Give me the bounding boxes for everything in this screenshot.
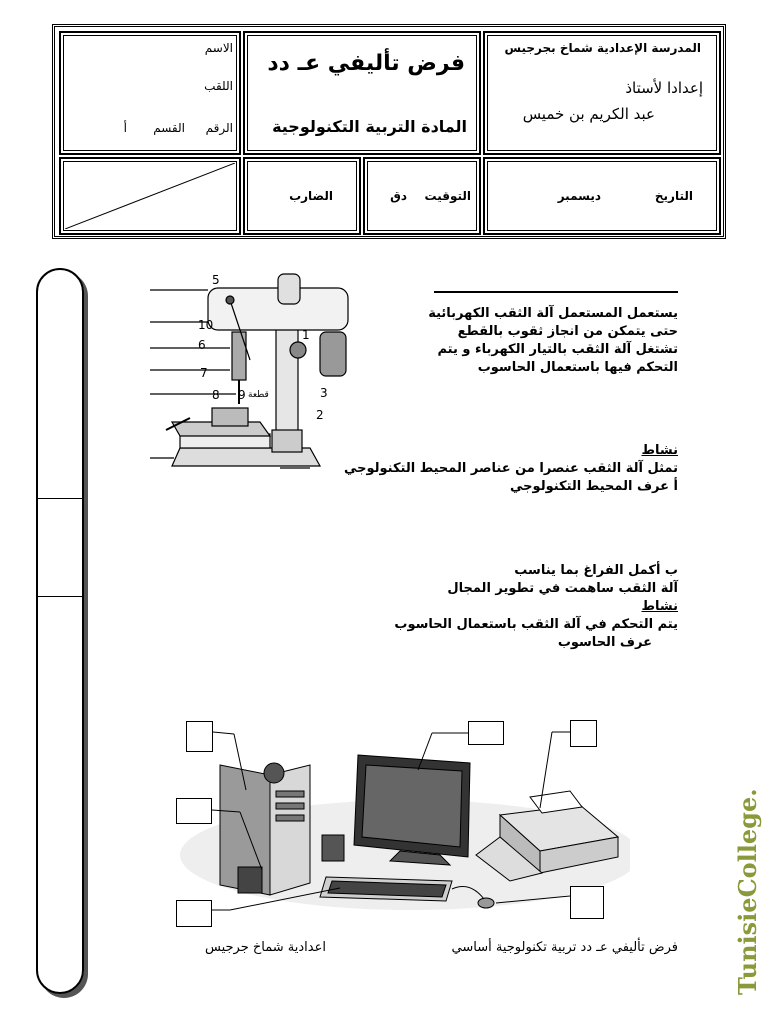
activity2-line-4: عرف الحاسوب (557, 635, 652, 650)
activity1-line-2: أ عرف المحيط التكنولوجي (510, 479, 678, 494)
date-value: ديسمبر (557, 189, 601, 203)
coef-label: الضارب (289, 189, 333, 203)
activity2-line-1: ب أكمل الفراغ بما يناسب (514, 563, 678, 578)
intro-line-3: تشتغل آلة الثقب بالتيار الكهرباء و يتم (437, 342, 678, 357)
drill-num-3: 3 (320, 386, 328, 400)
activity2-line-3: يتم التحكم في آلة الثقب باستعمال الحاسوب (394, 617, 678, 632)
drill-num-9: 9 (238, 388, 246, 402)
drill-num-2: 2 (316, 408, 324, 422)
drill-num-8: 8 (212, 388, 220, 402)
timing-label: التوقيت (424, 189, 471, 203)
activity2-line-2: آلة الثقب ساهمت في تطوير المجال (447, 581, 678, 596)
drill-piece-label: قطعة (248, 390, 269, 400)
drill-num-1: 1 (302, 328, 310, 342)
watermark-text: TunisieCollege.net (733, 790, 762, 995)
activity1-line-1: تمثل آلة الثقب عنصرا من عناصر المحيط التكنولوجي (343, 461, 678, 476)
intro-line-2: حتى يتمكن من انجاز ثقوب بالقطع (457, 324, 678, 339)
exam-subject: المادة التربية التكنولوجية (272, 117, 467, 136)
footer-exam-info: فرض تأليفي عـ دد تربية تكنولوجية أساسي (451, 940, 678, 955)
number-label: الرقم (205, 121, 233, 135)
teacher-name: عبد الكريم بن خميس (522, 105, 655, 123)
class-label: القسم (153, 121, 185, 135)
name-label: الاسم (204, 41, 233, 55)
exam-title: فرض تأليفي عـ دد (267, 51, 465, 76)
watermark-logo (726, 790, 766, 1000)
footer-school: اعدادية شماخ جرجيس (205, 940, 326, 955)
surname-label: اللقب (204, 79, 233, 93)
drill-num-10: 10 (198, 318, 214, 332)
tunisiecollege-watermark (726, 790, 766, 1000)
intro-line-4: التحكم فيها باستعمال الحاسوب (477, 360, 678, 375)
activity1-heading: نشاط (641, 443, 678, 458)
class-value: أ (123, 121, 127, 135)
prepared-by: إعدادا لأستاذ (625, 79, 703, 97)
minutes-label: دق (390, 189, 407, 203)
drill-num-6: 6 (198, 338, 206, 352)
drill-num-5: 5 (212, 273, 220, 287)
activity2-heading: نشاط (641, 599, 678, 614)
school-name: المدرسة الإعدادية شماخ بجرجيس (504, 41, 701, 55)
date-label: التاريخ (654, 189, 693, 203)
intro-line-1: يستعمل المستعمل آلة الثقب الكهربائية (428, 306, 678, 321)
drill-num-7: 7 (200, 366, 208, 380)
